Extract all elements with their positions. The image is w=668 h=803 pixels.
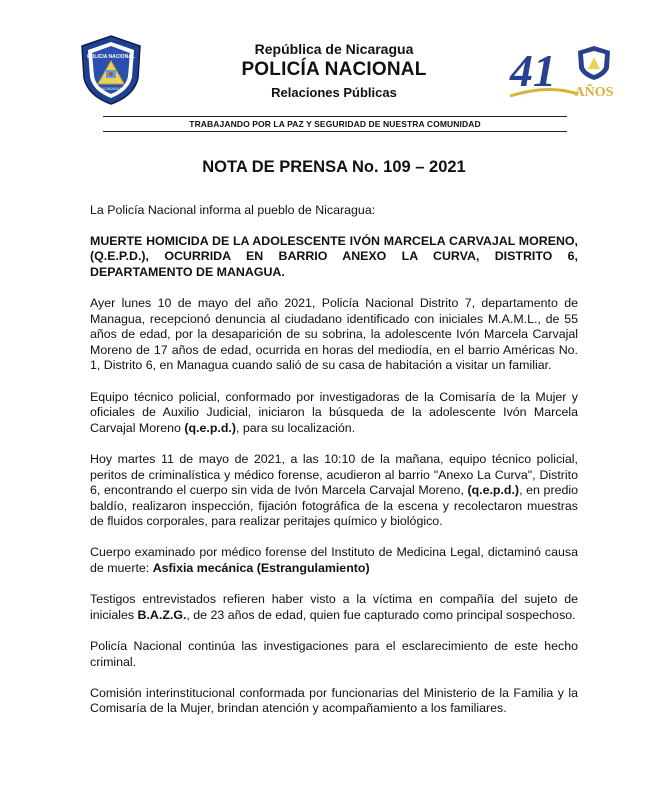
anniversary-number: 41 [510,45,556,96]
paragraph-2 [90,390,578,437]
press-release-title: NOTA DE PRENSA No. 109 – 2021 [202,158,466,176]
intro-paragraph: La Policía Nacional informa al pueblo de Nicaragua: [90,203,376,217]
paragraph-2-bold: (q.e.p.d.) [184,420,236,435]
paragraph-2-text-a: Equipo técnico policial, conformado por investigadoras de la Comisaría de la Mujer y oficiales de Auxilio Judicial, iniciaron la búsqueda de la adolescente Ivón Marcela Carvajal Moreno [90,389,578,435]
paragraph-3-text-a: Hoy martes 11 de mayo de 2021, a las 10:10 de la mañana, equipo técnico policial, peritos de criminalística y médico forense, acudieron al barrio "Anexo La Curva", Distrito 6, encontrando el cuerpo sin vida de Ivón Marcela Carvajal Moreno, [90,451,578,498]
paragraph-3-bold: (q.e.p.d.) [467,483,520,498]
paragraph-1: Ayer lunes 10 de mayo del año 2021, Policía Nacional Distrito 7, departamento de Managua, recepcionó denuncia al ciudadano identificado con iniciales M.A.M.L., de 55 años de edad, por la desaparición de su sobrina, la adolescente Ivón Marcela Carvajal Moreno de 17 años de edad, ocurrida en horas del mediodía, en el barrio Américas No. 1, Distrito 6, en Managua cuando salió de su casa de habitación a visitar un familiar. [90,295,578,373]
republica-label: República de Nicaragua [254,41,414,57]
paragraph-4 [90,545,578,576]
badge-subtext: NICARAGUA [100,87,122,91]
paragraph-3-text-c: , en predio baldío, realizaron inspección, fijación fotográfica de la escena y recolectaron muestras de fluidos corporales, para realizar peritajes químico y biológico. [90,483,578,529]
relaciones-publicas-label: Relaciones Públicas [271,85,397,100]
press-release-body [90,203,578,733]
header-divider-top [103,116,567,117]
paragraph-5-text-a: Testigos entrevistados refieren haber visto a la víctima en compañía del sujeto de iniciales [90,592,578,622]
letterhead [0,0,668,129]
paragraph-2-text-c: , para su localización. [235,420,356,435]
paragraph-7: Comisión interinstitucional conformada por funcionarias del Ministerio de la Familia y la Comisaría de la Mujer, brindan atención y acompañamiento a los familiares. [90,685,578,716]
paragraph-4-bold: Asfixia mecánica (Estrangulamiento) [152,561,370,576]
header-divider-bottom [103,131,567,132]
policia-nacional-title: POLICÍA NACIONAL [241,59,427,80]
paragraph-5-text-c: , de 23 años de edad, quien fue capturado como principal sospechoso. [186,607,576,622]
badge-text: POLICIA NACIONAL [87,54,135,60]
paragraph-4-text-a: Cuerpo examinado por médico forense del Instituto de Medicina Legal, dictaminó causa de muerte: [90,545,578,576]
letterhead-titles [200,40,468,102]
anniversary-word: AÑOS [574,85,614,100]
headline-paragraph: MUERTE HOMICIDA DE LA ADOLESCENTE IVÓN MARCELA CARVAJAL MORENO, (Q.E.P.D.), OCURRIDA EN BARRIO ANEXO LA CURVA, DISTRITO 6, DEPARTAMENTO DE MANAGUA. [90,233,578,279]
paragraph-5-bold: B.A.Z.G. [137,607,187,622]
anniversary-41-logo [508,40,618,102]
paragraph-6: Policía Nacional continúa las investigaciones para el esclarecimiento de este hecho criminal. [90,639,578,669]
police-badge-icon [78,34,144,106]
paragraph-5 [90,592,578,623]
motto: TRABAJANDO POR LA PAZ Y SEGURIDAD DE NUESTRA COMUNIDAD [189,119,481,129]
paragraph-3 [90,452,578,530]
